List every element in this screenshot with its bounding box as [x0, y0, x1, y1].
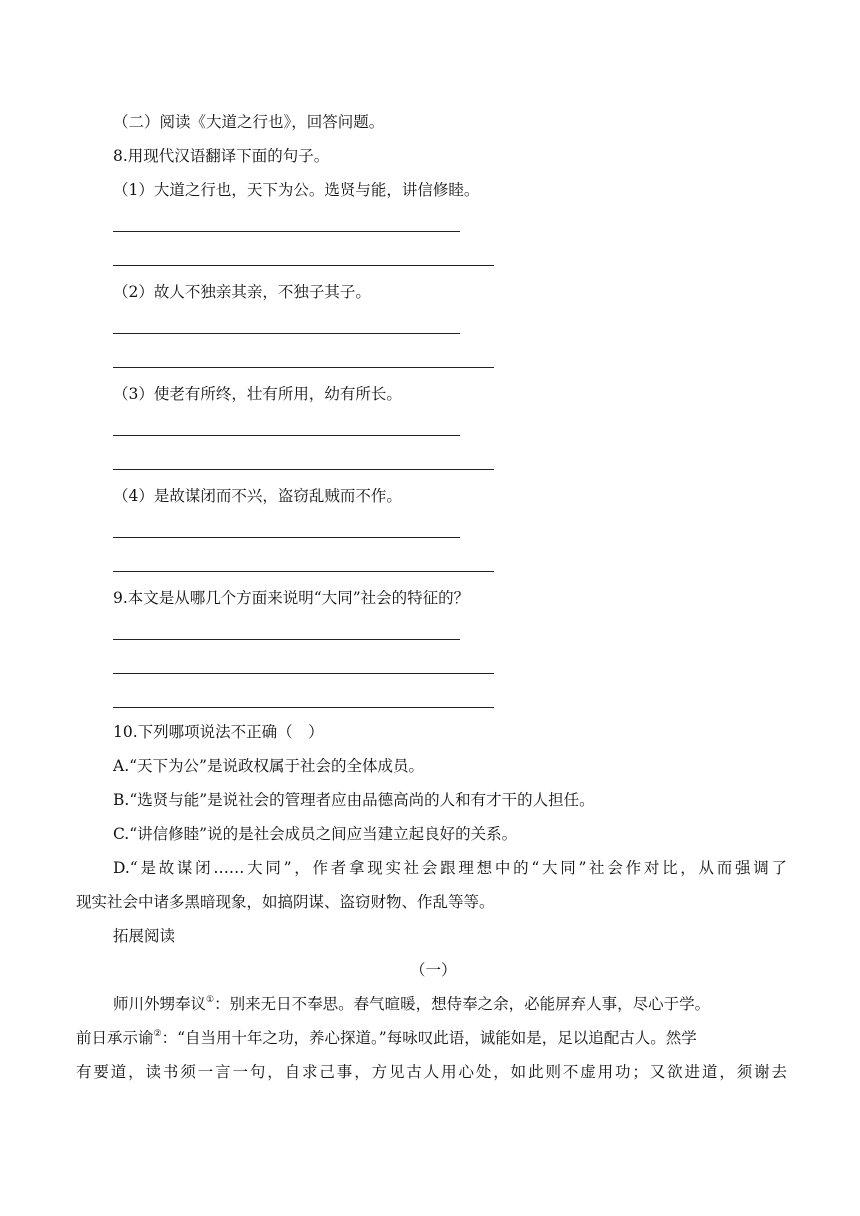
passage-line-2 [76, 1028, 697, 1048]
question-8-item-4: （4）是故谋闭而不兴，盗窃乱贼而不作。 [113, 487, 402, 505]
footnote-marker-1: ① [206, 995, 215, 1005]
answer-line[interactable] [113, 367, 494, 368]
passage-text: 师川外甥奉议 [113, 995, 207, 1013]
question-9-title: 9.本文是从哪几个方面来说明“大同”社会的特征的？ [113, 589, 470, 607]
question-10-title: 10.下列哪项说法不正确（ ） [113, 723, 324, 741]
question-10-option-b: B.“选贤与能”是说社会的管理者应由品德高尚的人和有才干的人担任。 [113, 791, 595, 809]
passage-line-1 [113, 994, 710, 1014]
answer-line[interactable] [113, 265, 494, 266]
answer-line[interactable] [113, 571, 494, 572]
answer-line[interactable] [113, 639, 460, 640]
question-10-option-a: A.“天下为公”是说政权属于社会的全体成员。 [113, 757, 424, 775]
answer-line[interactable] [113, 673, 494, 674]
question-8-item-1: （1）大道之行也，天下为公。选贤与能，讲信修睦。 [113, 181, 480, 199]
extended-reading-heading: 拓展阅读 [113, 927, 176, 945]
answer-line[interactable] [113, 469, 494, 470]
question-10-option-d: D.“是故谋闭……大同”，作者拿现实社会跟理想中的“大同”社会作对比，从而强调了 [113, 859, 787, 877]
answer-line[interactable] [113, 537, 460, 538]
footnote-marker-2: ② [153, 1029, 162, 1039]
passage-text: ：“自当用十年之功，养心探道。”每咏叹此语，诚能如是，足以追配古人。然学 [161, 1029, 697, 1047]
section-two-heading: （二）阅读《大道之行也》，回答问题。 [113, 113, 385, 131]
question-10-option-d-continued: 现实社会中诸多黑暗现象，如搞阴谋、盗窃财物、作乱等等。 [76, 893, 495, 911]
question-10-option-c: C.“讲信修睦”说的是社会成员之间应当建立起良好的关系。 [113, 825, 518, 843]
answer-line[interactable] [113, 231, 460, 232]
passage-text: ：别来无日不奉思。春气暄暖，想侍奉之余，必能屏弃人事，尽心于学。 [214, 995, 711, 1013]
question-8-item-2: （2）故人不独亲其亲，不独子其子。 [113, 283, 371, 301]
passage-line-3: 有要道，读书须一言一句，自求己事，方见古人用心处，如此则不虚用功；又欲进道，须谢去 [76, 1063, 787, 1081]
question-8-title: 8.用现代汉语翻译下面的句子。 [113, 147, 330, 165]
question-8-item-3: （3）使老有所终，壮有所用，幼有所长。 [113, 385, 402, 403]
part-label: （一） [410, 961, 457, 979]
passage-text: 前日承示谕 [76, 1029, 154, 1047]
answer-line[interactable] [113, 333, 460, 334]
answer-line[interactable] [113, 707, 494, 708]
answer-line[interactable] [113, 435, 460, 436]
